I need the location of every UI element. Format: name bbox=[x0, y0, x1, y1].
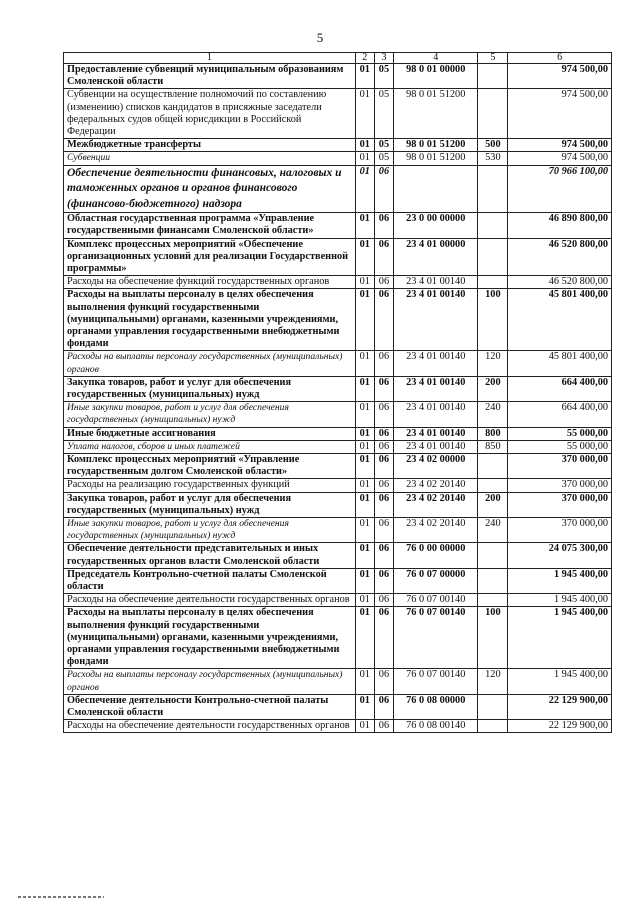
row-section: 01 bbox=[355, 479, 374, 492]
row-amount: 370 000,00 bbox=[508, 518, 612, 543]
row-expense-type: 240 bbox=[478, 518, 508, 543]
row-amount: 974 500,00 bbox=[508, 64, 612, 89]
row-amount: 974 500,00 bbox=[508, 139, 612, 152]
row-name: Обеспечение деятельности Контрольно-счетной палаты Смоленской области bbox=[64, 694, 356, 719]
row-expense-type: 800 bbox=[478, 427, 508, 440]
row-name: Закупка товаров, работ и услуг для обеспечения государственных (муниципальных) нужд bbox=[64, 376, 356, 401]
row-expense-type: 200 bbox=[478, 492, 508, 517]
row-section: 01 bbox=[355, 694, 374, 719]
page-number: 5 bbox=[316, 30, 324, 45]
row-section: 01 bbox=[355, 276, 374, 289]
row-subsection: 05 bbox=[374, 152, 393, 165]
row-section: 01 bbox=[355, 402, 374, 427]
row-name: Обеспечение деятельности представительных и иных государственных органов власти Смоленской области bbox=[64, 543, 356, 568]
row-expense-type bbox=[478, 64, 508, 89]
row-subsection: 06 bbox=[374, 351, 393, 376]
row-target-code: 76 0 07 00140 bbox=[394, 607, 478, 669]
row-subsection: 06 bbox=[374, 594, 393, 607]
row-target-code: 23 4 01 00140 bbox=[394, 402, 478, 427]
row-section: 01 bbox=[355, 594, 374, 607]
row-amount: 664 400,00 bbox=[508, 402, 612, 427]
row-subsection: 06 bbox=[374, 402, 393, 427]
row-amount: 24 075 300,00 bbox=[508, 543, 612, 568]
header-col-2: 2 bbox=[355, 53, 374, 64]
row-expense-type: 500 bbox=[478, 139, 508, 152]
row-section: 01 bbox=[355, 543, 374, 568]
row-section: 01 bbox=[355, 607, 374, 669]
row-name: Комплекс процессных мероприятий «Управление государственным долгом Смоленской области» bbox=[64, 453, 356, 478]
row-name: Уплата налогов, сборов и иных платежей bbox=[64, 440, 356, 453]
table-row bbox=[64, 289, 612, 351]
header-col-1: 1 bbox=[64, 53, 356, 64]
budget-table-body bbox=[64, 64, 612, 733]
row-amount: 22 129 900,00 bbox=[508, 694, 612, 719]
row-name: Председатель Контрольно-счетной палаты Смоленской области bbox=[64, 568, 356, 593]
scan-artifact bbox=[18, 896, 104, 898]
table-row bbox=[64, 669, 612, 694]
row-section: 01 bbox=[355, 376, 374, 401]
row-expense-type: 200 bbox=[478, 376, 508, 401]
row-amount: 70 966 100,00 bbox=[508, 165, 612, 213]
row-amount: 370 000,00 bbox=[508, 492, 612, 517]
row-section: 01 bbox=[355, 165, 374, 213]
table-row bbox=[64, 720, 612, 733]
row-target-code: 98 0 01 51200 bbox=[394, 139, 478, 152]
row-subsection: 06 bbox=[374, 427, 393, 440]
row-expense-type bbox=[478, 238, 508, 276]
row-subsection: 05 bbox=[374, 89, 393, 139]
row-section: 01 bbox=[355, 453, 374, 478]
row-target-code: 76 0 07 00140 bbox=[394, 594, 478, 607]
row-target-code bbox=[394, 165, 478, 213]
row-expense-type bbox=[478, 276, 508, 289]
row-target-code: 23 4 01 00140 bbox=[394, 376, 478, 401]
row-target-code: 23 4 01 00140 bbox=[394, 427, 478, 440]
row-section: 01 bbox=[355, 89, 374, 139]
row-name: Субвенции bbox=[64, 152, 356, 165]
row-subsection: 06 bbox=[374, 165, 393, 213]
row-section: 01 bbox=[355, 213, 374, 238]
table-row bbox=[64, 376, 612, 401]
row-target-code: 23 4 02 20140 bbox=[394, 492, 478, 517]
row-subsection: 06 bbox=[374, 440, 393, 453]
row-section: 01 bbox=[355, 492, 374, 517]
row-subsection: 06 bbox=[374, 453, 393, 478]
table-row bbox=[64, 238, 612, 276]
table-header-row bbox=[64, 53, 612, 64]
header-col-5: 5 bbox=[478, 53, 508, 64]
row-expense-type bbox=[478, 543, 508, 568]
row-amount: 45 801 400,00 bbox=[508, 351, 612, 376]
row-target-code: 98 0 01 51200 bbox=[394, 89, 478, 139]
table-row bbox=[64, 139, 612, 152]
row-target-code: 98 0 01 51200 bbox=[394, 152, 478, 165]
row-target-code: 23 4 02 20140 bbox=[394, 518, 478, 543]
row-expense-type bbox=[478, 479, 508, 492]
row-section: 01 bbox=[355, 238, 374, 276]
row-subsection: 06 bbox=[374, 543, 393, 568]
row-amount: 45 801 400,00 bbox=[508, 289, 612, 351]
row-subsection: 06 bbox=[374, 492, 393, 517]
header-col-6: 6 bbox=[508, 53, 612, 64]
row-subsection: 06 bbox=[374, 607, 393, 669]
table-row bbox=[64, 351, 612, 376]
table-row bbox=[64, 453, 612, 478]
row-name: Закупка товаров, работ и услуг для обеспечения государственных (муниципальных) нужд bbox=[64, 492, 356, 517]
budget-table bbox=[63, 52, 612, 733]
row-subsection: 06 bbox=[374, 276, 393, 289]
row-subsection: 06 bbox=[374, 376, 393, 401]
row-subsection: 06 bbox=[374, 479, 393, 492]
row-expense-type: 850 bbox=[478, 440, 508, 453]
row-target-code: 76 0 08 00000 bbox=[394, 694, 478, 719]
row-target-code: 23 0 00 00000 bbox=[394, 213, 478, 238]
row-name: Расходы на реализацию государственных функций bbox=[64, 479, 356, 492]
table-row bbox=[64, 152, 612, 165]
row-section: 01 bbox=[355, 720, 374, 733]
row-amount: 1 945 400,00 bbox=[508, 568, 612, 593]
table-row bbox=[64, 607, 612, 669]
row-name: Иные закупки товаров, работ и услуг для обеспечения государственных (муниципальных) нужд bbox=[64, 518, 356, 543]
row-amount: 974 500,00 bbox=[508, 152, 612, 165]
row-expense-type bbox=[478, 89, 508, 139]
row-name: Расходы на выплаты персоналу государственных (муниципальных) органов bbox=[64, 669, 356, 694]
row-section: 01 bbox=[355, 289, 374, 351]
row-amount: 46 520 800,00 bbox=[508, 276, 612, 289]
row-amount: 22 129 900,00 bbox=[508, 720, 612, 733]
table-row bbox=[64, 276, 612, 289]
row-target-code: 23 4 01 00140 bbox=[394, 276, 478, 289]
row-subsection: 05 bbox=[374, 64, 393, 89]
row-section: 01 bbox=[355, 440, 374, 453]
row-expense-type: 120 bbox=[478, 351, 508, 376]
row-subsection: 06 bbox=[374, 694, 393, 719]
row-subsection: 06 bbox=[374, 213, 393, 238]
row-target-code: 76 0 07 00140 bbox=[394, 669, 478, 694]
row-target-code: 23 4 01 00140 bbox=[394, 351, 478, 376]
row-name: Расходы на обеспечение деятельности государственных органов bbox=[64, 594, 356, 607]
table-row bbox=[64, 402, 612, 427]
row-name: Обеспечение деятельности финансовых, налоговых и таможенных органов и органов финансового (финансово-бюджетного) надзора bbox=[64, 165, 356, 213]
table-row bbox=[64, 427, 612, 440]
row-target-code: 76 0 00 00000 bbox=[394, 543, 478, 568]
table-row bbox=[64, 518, 612, 543]
row-name: Предоставление субвенций муниципальным образованиям Смоленской области bbox=[64, 64, 356, 89]
row-section: 01 bbox=[355, 64, 374, 89]
table-row bbox=[64, 213, 612, 238]
row-subsection: 06 bbox=[374, 720, 393, 733]
row-amount: 370 000,00 bbox=[508, 479, 612, 492]
row-subsection: 05 bbox=[374, 139, 393, 152]
row-amount: 1 945 400,00 bbox=[508, 607, 612, 669]
header-col-3: 3 bbox=[374, 53, 393, 64]
row-target-code: 76 0 07 00000 bbox=[394, 568, 478, 593]
row-target-code: 98 0 01 00000 bbox=[394, 64, 478, 89]
table-row bbox=[64, 568, 612, 593]
row-name: Расходы на выплаты персоналу в целях обеспечения выполнения функций государственными (муниципальными) органами, казенными учреждениями, органами управления государственными внебюджетными фондами bbox=[64, 607, 356, 669]
row-name: Областная государственная программа «Управление государственными финансами Смоленской области» bbox=[64, 213, 356, 238]
row-section: 01 bbox=[355, 669, 374, 694]
table-row bbox=[64, 543, 612, 568]
row-expense-type bbox=[478, 165, 508, 213]
row-name: Иные закупки товаров, работ и услуг для обеспечения государственных (муниципальных) нужд bbox=[64, 402, 356, 427]
row-subsection: 06 bbox=[374, 289, 393, 351]
table-row bbox=[64, 492, 612, 517]
row-expense-type bbox=[478, 720, 508, 733]
row-name: Расходы на выплаты персоналу государственных (муниципальных) органов bbox=[64, 351, 356, 376]
row-amount: 1 945 400,00 bbox=[508, 594, 612, 607]
row-amount: 1 945 400,00 bbox=[508, 669, 612, 694]
row-name: Иные бюджетные ассигнования bbox=[64, 427, 356, 440]
row-expense-type: 100 bbox=[478, 607, 508, 669]
row-section: 01 bbox=[355, 518, 374, 543]
table-row bbox=[64, 440, 612, 453]
row-target-code: 23 4 02 20140 bbox=[394, 479, 478, 492]
row-subsection: 06 bbox=[374, 518, 393, 543]
row-section: 01 bbox=[355, 568, 374, 593]
row-section: 01 bbox=[355, 139, 374, 152]
row-expense-type: 120 bbox=[478, 669, 508, 694]
table-row bbox=[64, 89, 612, 139]
row-expense-type: 240 bbox=[478, 402, 508, 427]
row-section: 01 bbox=[355, 351, 374, 376]
row-section: 01 bbox=[355, 152, 374, 165]
row-subsection: 06 bbox=[374, 568, 393, 593]
row-section: 01 bbox=[355, 427, 374, 440]
row-amount: 55 000,00 bbox=[508, 427, 612, 440]
row-expense-type bbox=[478, 213, 508, 238]
row-name: Субвенции на осуществление полномочий по составлению (изменению) списков кандидатов в присяжные заседатели федеральных судов общей юрисдикции в Российской Федерации bbox=[64, 89, 356, 139]
row-amount: 46 890 800,00 bbox=[508, 213, 612, 238]
row-amount: 664 400,00 bbox=[508, 376, 612, 401]
table-row bbox=[64, 165, 612, 213]
row-target-code: 23 4 01 00140 bbox=[394, 289, 478, 351]
row-name: Комплекс процессных мероприятий «Обеспечение организационных условий для реализации Государственной программы» bbox=[64, 238, 356, 276]
row-expense-type: 100 bbox=[478, 289, 508, 351]
row-amount: 974 500,00 bbox=[508, 89, 612, 139]
row-target-code: 76 0 08 00140 bbox=[394, 720, 478, 733]
row-amount: 370 000,00 bbox=[508, 453, 612, 478]
row-target-code: 23 4 02 00000 bbox=[394, 453, 478, 478]
table-row bbox=[64, 594, 612, 607]
row-name: Расходы на обеспечение деятельности государственных органов bbox=[64, 720, 356, 733]
row-amount: 55 000,00 bbox=[508, 440, 612, 453]
row-expense-type bbox=[478, 594, 508, 607]
row-subsection: 06 bbox=[374, 669, 393, 694]
row-name: Расходы на обеспечение функций государственных органов bbox=[64, 276, 356, 289]
row-expense-type bbox=[478, 694, 508, 719]
row-expense-type bbox=[478, 453, 508, 478]
row-target-code: 23 4 01 00000 bbox=[394, 238, 478, 276]
table-row bbox=[64, 694, 612, 719]
row-name: Межбюджетные трансферты bbox=[64, 139, 356, 152]
row-subsection: 06 bbox=[374, 238, 393, 276]
row-target-code: 23 4 01 00140 bbox=[394, 440, 478, 453]
table-row bbox=[64, 64, 612, 89]
row-amount: 46 520 800,00 bbox=[508, 238, 612, 276]
row-expense-type bbox=[478, 568, 508, 593]
table-row bbox=[64, 479, 612, 492]
row-expense-type: 530 bbox=[478, 152, 508, 165]
row-name: Расходы на выплаты персоналу в целях обеспечения выполнения функций государственными (муниципальными) органами, казенными учреждениями, органами управления государственными внебюджетными фондами bbox=[64, 289, 356, 351]
header-col-4: 4 bbox=[394, 53, 478, 64]
